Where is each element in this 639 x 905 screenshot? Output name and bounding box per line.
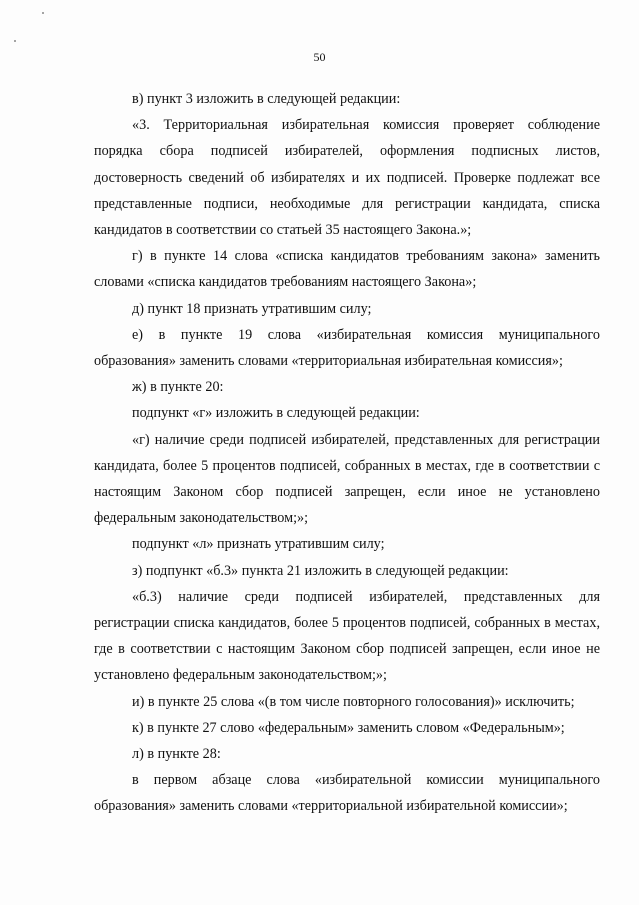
- paragraph-first-abzats: в первом абзаце слова «избирательной комиссии муниципального образования» заменить словами «территориальной избирательной комиссии»;: [94, 772, 600, 815]
- paragraph-quote-subitem-g: «г) наличие среди подписей избирателей, представленных для регистрации кандидата, более 5 процентов подписей, собранных в местах, где в соответствии с настоящим Законом сбор подписей запрещен, если иное не установлено федеральным законодательством;»;: [94, 431, 600, 527]
- scan-speck: [14, 40, 16, 42]
- document-body: [94, 86, 600, 820]
- paragraph-item-g: г) в пункте 14 слова «списка кандидатов требованиям закона» заменить словами «списка кандидатов требованиям настоящего Закона»;: [94, 248, 600, 291]
- paragraph-item-z: з) подпункт «б.3» пункта 21 изложить в следующей редакции:: [132, 562, 509, 579]
- paragraph-subitem-g-header: подпункт «г» изложить в следующей редакции:: [132, 405, 420, 422]
- page-number: 50: [313, 50, 326, 64]
- paragraph-item-d: д) пункт 18 признать утратившим силу;: [132, 300, 372, 317]
- paragraph-item-k: к) в пункте 27 слово «федеральным» заменить словом «Федеральным»;: [132, 719, 565, 736]
- paragraph-item-i: и) в пункте 25 слова «(в том числе повторного голосования)» исключить;: [132, 693, 575, 710]
- paragraph-subitem-l: подпункт «л» признать утратившим силу;: [132, 536, 385, 553]
- paragraph-item-e: е) в пункте 19 слова «избирательная комиссия муниципального образования» заменить словами «территориальная избирательная комиссия»;: [94, 326, 600, 370]
- paragraph-quote-point-3: «3. Территориальная избирательная комиссия проверяет соблюдение порядка сбора подписей избирателей, оформления подписных листов, достоверность сведений об избирателях и их подписей. Проверке подлежат все представленные подписи, необходимые для регистрации кандидата, списка кандидатов в соответствии со статьей 35 настоящего Закона.»;: [94, 117, 600, 239]
- paragraph-quote-subitem-b3: «б.3) наличие среди подписей избирателей, представленных для регистрации списка кандидатов, более 5 процентов подписей, собранных в местах, где в соответствии с настоящим Законом сбор подписей запрещен, если иное не установлено федеральным законодательством;»;: [94, 588, 600, 684]
- scan-speck: [42, 12, 44, 14]
- paragraph-item-v: в) пункт 3 изложить в следующей редакции:: [132, 91, 401, 107]
- paragraph-item-zh: ж) в пункте 20:: [132, 379, 224, 396]
- paragraph-item-l: л) в пункте 28:: [132, 746, 221, 763]
